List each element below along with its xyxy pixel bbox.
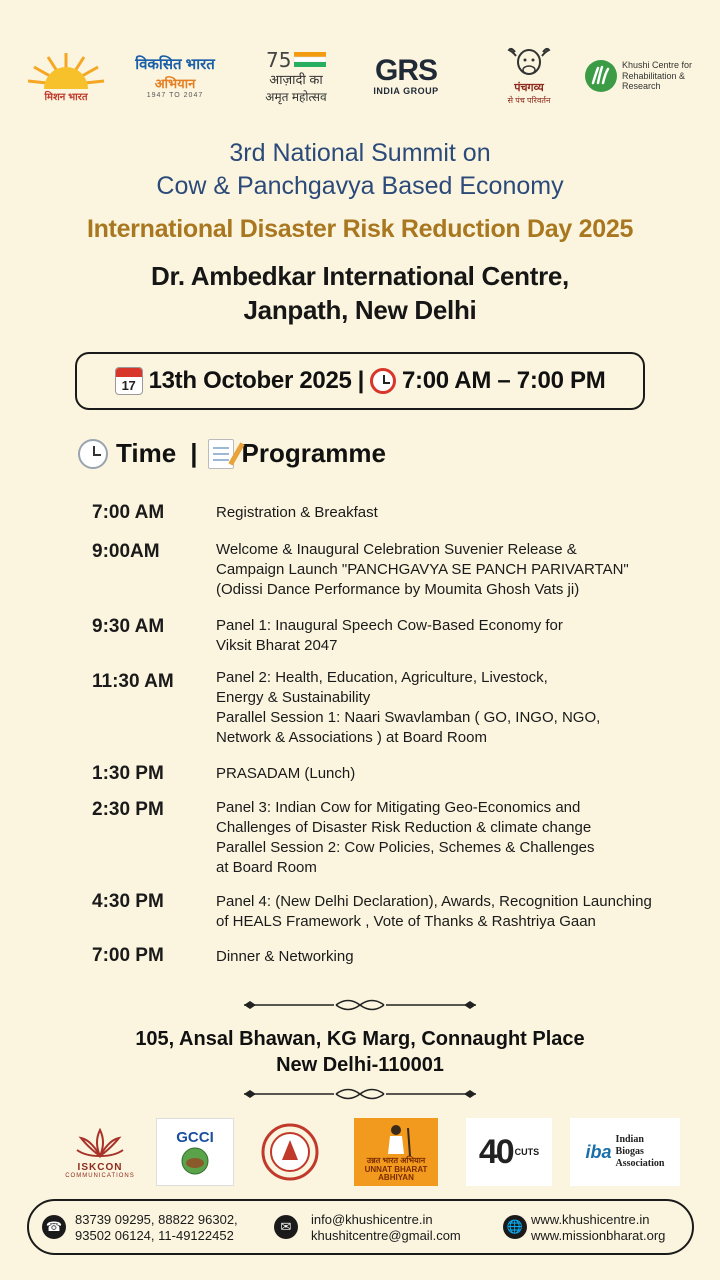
- schedule-time: 2:30 PM: [92, 799, 164, 820]
- programme-column-label: Programme: [241, 438, 386, 468]
- unnat-name-hindi: उन्नत भारत अभियान: [366, 1155, 426, 1165]
- website-line1[interactable]: www.khushicentre.in: [531, 1212, 650, 1227]
- cuts-40-number: 40: [478, 1132, 513, 1171]
- cow-icon: [507, 46, 551, 80]
- schedule-line: Network & Associations ) at Board Room: [216, 729, 487, 746]
- iba-name-line1: Indian: [615, 1134, 644, 1145]
- time-column-label: Time: [116, 438, 177, 468]
- viksit-bharat-line1: विकसित भारत: [135, 55, 215, 73]
- schedule-line: Panel 3: Indian Cow for Mitigating Geo-Economics and: [216, 799, 581, 816]
- iskcon-sub: COMMUNICATIONS: [65, 1172, 135, 1179]
- schedule-line: Parallel Session 2: Cow Policies, Schemes & Challenges: [216, 839, 595, 856]
- mission-bharat-logo: [22, 44, 110, 108]
- panchgavya-line2: से पंच परिवर्तन: [507, 96, 551, 105]
- cuts-name: CUTS: [514, 1147, 540, 1157]
- schedule-item: [216, 892, 706, 932]
- schedule-time: 4:30 PM: [92, 891, 164, 912]
- schedule-item: [216, 540, 706, 600]
- date-time-box: [75, 352, 645, 410]
- azadi-line2: अमृत महोत्सव: [265, 89, 327, 104]
- event-time: 7:00 AM – 7:00 PM: [401, 367, 606, 394]
- summit-title: [0, 137, 720, 203]
- schedule-line: Panel 4: (New Delhi Declaration), Awards, Recognition Launching: [216, 893, 652, 910]
- khushi-centre-name: Khushi Centre for Rehabilitation & Research: [622, 59, 693, 92]
- gandhi-icon: [376, 1122, 416, 1156]
- indian-biogas-association-logo: [570, 1118, 680, 1186]
- contact-footer: [27, 1199, 694, 1255]
- viksit-bharat-line2: अभियान: [154, 75, 196, 91]
- iba-mark: iba: [585, 1141, 612, 1162]
- azadi-line1: आज़ादी का: [269, 71, 323, 87]
- programme-header: [78, 438, 386, 469]
- schedule-line: Campaign Launch "PANCHGAVYA SE PANCH PARIVARTAN": [216, 561, 629, 578]
- schedule-line: Panel 1: Inaugural Speech Cow-Based Economy for: [216, 617, 563, 634]
- schedule-line: at Board Room: [216, 859, 317, 876]
- globe-icon: 🌐: [503, 1215, 527, 1239]
- ornamental-divider-bottom: [244, 1087, 476, 1101]
- viksit-bharat-years: 1947 TO 2047: [146, 91, 204, 99]
- phone-numbers: [75, 1212, 238, 1244]
- summit-title-line1: 3rd National Summit on: [229, 139, 491, 167]
- ornamental-divider-top: [244, 998, 476, 1012]
- schedule-item: [216, 764, 706, 784]
- venue-line2: Janpath, New Delhi: [243, 295, 477, 325]
- schedule-time: 9:30 AM: [92, 616, 165, 637]
- schedule-time: 7:00 AM: [92, 502, 165, 523]
- azadi-amrit-logo: [250, 44, 342, 108]
- venue-line1: Dr. Ambedkar International Centre,: [151, 261, 569, 291]
- website-line2[interactable]: www.missionbharat.org: [531, 1228, 666, 1243]
- phone-line1: 83739 09295, 88822 96302,: [75, 1212, 238, 1227]
- panchgavya-logo: [486, 44, 572, 108]
- schedule-line: of HEALS Framework , Vote of Thanks & Rashtriya Gaan: [216, 913, 596, 930]
- flag-75-icon: [264, 48, 328, 70]
- iskcon-name: ISKCON: [77, 1161, 123, 1173]
- schedule-line: Parallel Session 1: Naari Swavlamban ( GO, INGO, NGO,: [216, 709, 601, 726]
- clock-icon: [78, 439, 108, 469]
- schedule-time: 1:30 PM: [92, 763, 164, 784]
- panchgavya-line1: पंचगव्य: [514, 82, 544, 94]
- schedule-line: Viksit Bharat 2047: [216, 637, 338, 654]
- schedule-item: [216, 798, 706, 878]
- gcci-logo: [156, 1118, 234, 1186]
- grs-group: INDIA GROUP: [373, 86, 439, 96]
- schedule-line: Panel 2: Health, Education, Agriculture, Livestock,: [216, 669, 548, 686]
- date-separator: |: [357, 367, 364, 394]
- event-subtitle: International Disaster Risk Reduction Day 2025: [86, 215, 634, 243]
- globe-cow-icon: [175, 1146, 215, 1176]
- red-emblem-logo: [258, 1118, 322, 1186]
- address-line1: 105, Ansal Bhawan, KG Marg, Connaught Place: [135, 1028, 585, 1050]
- programme-header-separator: |: [190, 438, 198, 468]
- khushi-centre-logo: [584, 44, 704, 108]
- alarm-clock-icon: [370, 368, 396, 394]
- schedule-line: Dinner & Networking: [216, 948, 354, 965]
- hands-icon: [584, 59, 618, 93]
- unnat-name-english: UNNAT BHARAT ABHIYAN: [364, 1164, 428, 1183]
- iba-name: [616, 1134, 665, 1170]
- memo-icon: [208, 439, 234, 469]
- email-line1[interactable]: info@khushicentre.in: [311, 1212, 433, 1227]
- email-addresses: [311, 1212, 461, 1244]
- phone-line2: 93502 06124, 11-49122452: [75, 1228, 234, 1243]
- websites: [531, 1212, 665, 1244]
- phone-icon: ☎: [42, 1215, 66, 1239]
- schedule-time: 9:00AM: [92, 541, 160, 562]
- unnat-name: [354, 1157, 438, 1183]
- schedule-line: Welcome & Inaugural Celebration Suvenier Release &: [216, 541, 577, 558]
- schedule-item: [216, 947, 706, 967]
- cuts-40-logo: [466, 1118, 552, 1186]
- address-line2: New Delhi-110001: [276, 1054, 444, 1076]
- schedule-line: (Odissi Dance Performance by Moumita Ghosh Vats ji): [216, 581, 580, 598]
- schedule-line: Registration & Breakfast: [216, 504, 378, 521]
- grs-india-logo: [360, 44, 452, 108]
- grs-name: GRS: [374, 54, 437, 87]
- schedule-item: [216, 668, 706, 748]
- unnat-bharat-logo: [354, 1118, 438, 1186]
- schedule-item: [216, 503, 706, 523]
- schedule-time: 7:00 PM: [92, 945, 164, 966]
- schedule-line: Challenges of Disaster Risk Reduction & climate change: [216, 819, 592, 836]
- email-line2[interactable]: khushitcentre@gmail.com: [311, 1228, 461, 1243]
- emblem-icon: [260, 1122, 320, 1182]
- svg-text:75: 75: [266, 47, 292, 70]
- venue-address: [0, 1026, 720, 1078]
- gcci-name: GCCI: [176, 1128, 214, 1146]
- lotus-icon: [75, 1126, 125, 1162]
- calendar-icon: [115, 367, 143, 395]
- summit-title-line2: Cow & Panchgavya Based Economy: [156, 172, 564, 200]
- email-icon: ✉: [274, 1215, 298, 1239]
- calendar-day: 17: [121, 378, 136, 393]
- sun-icon: [26, 49, 106, 93]
- mission-bharat-text: मिशन भारत: [44, 92, 88, 103]
- schedule-line: PRASADAM (Lunch): [216, 765, 356, 782]
- viksit-bharat-logo: [128, 44, 222, 108]
- venue: [0, 259, 720, 327]
- schedule-line: Energy & Sustainability: [216, 689, 371, 706]
- iskcon-logo: [62, 1118, 138, 1186]
- iba-name-line2: Biogas: [615, 1146, 644, 1157]
- schedule-item: [216, 616, 706, 656]
- iba-name-line3: Association: [615, 1158, 665, 1169]
- schedule-time: 11:30 AM: [92, 671, 174, 692]
- event-date: 13th October 2025: [148, 367, 352, 394]
